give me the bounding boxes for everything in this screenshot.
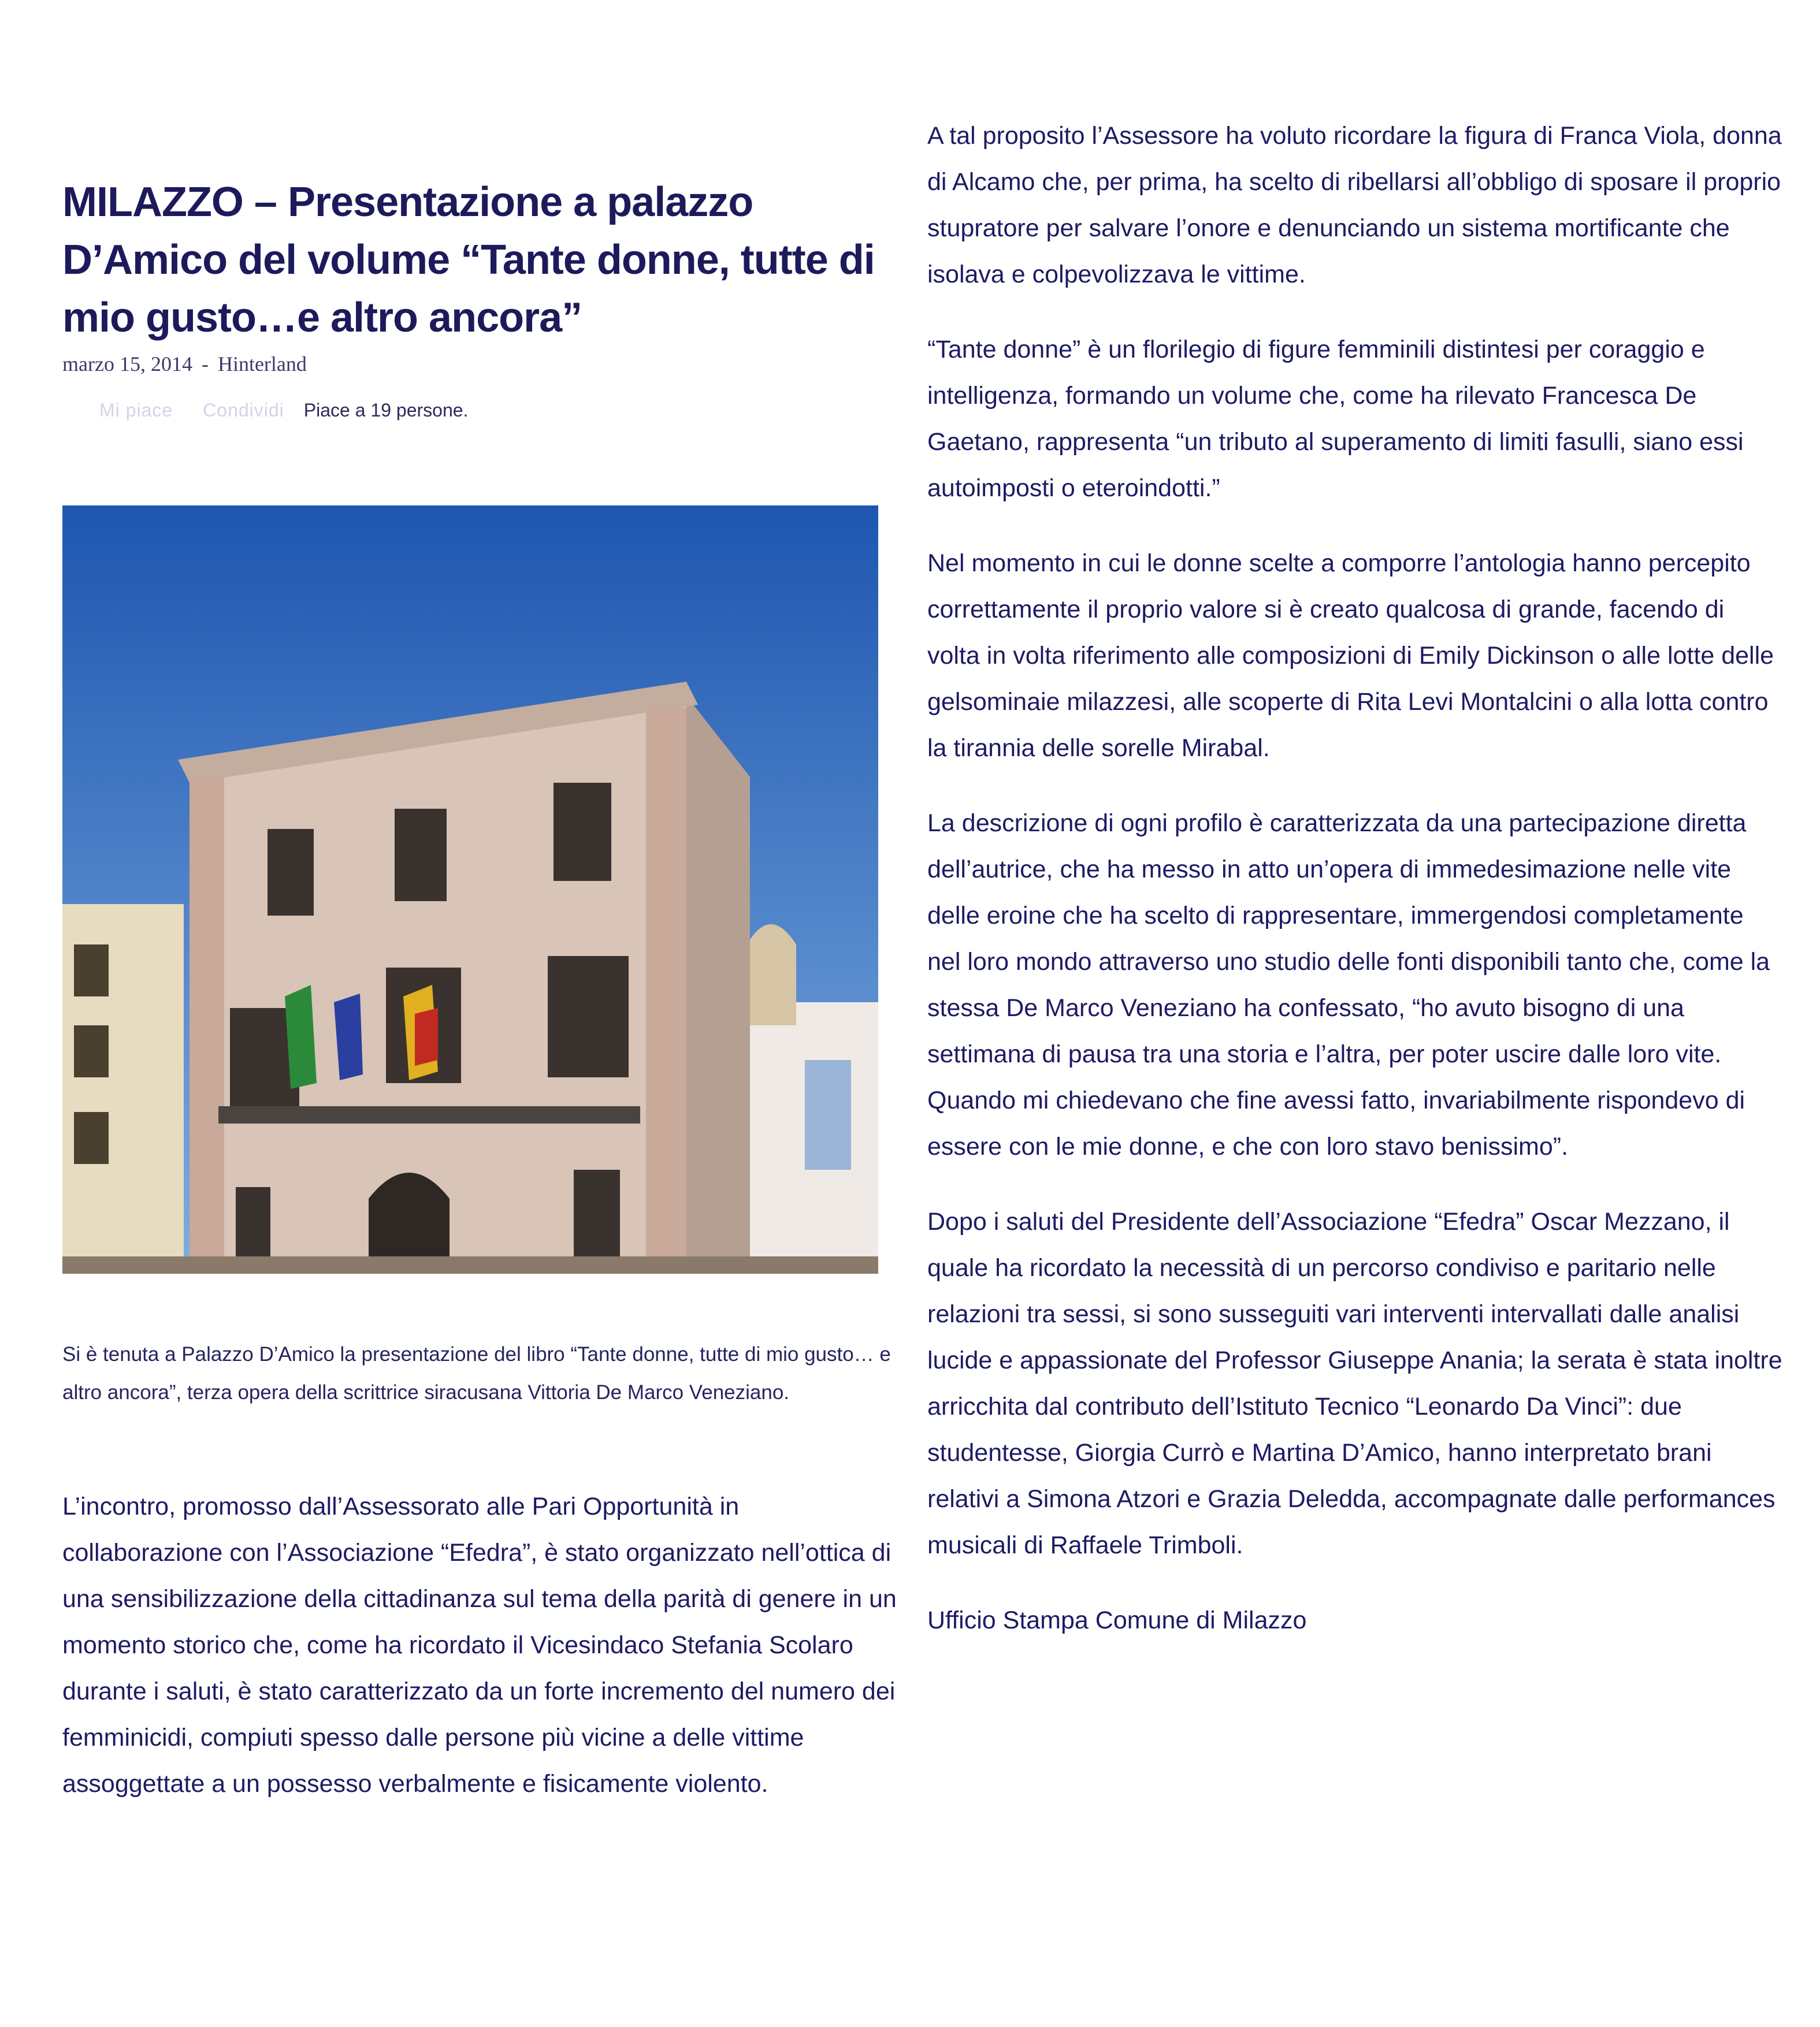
lead-paragraph: [62, 1483, 900, 1807]
body-paragraph: Nel momento in cui le donne scelte a comporre l’antologia hanno percepito correttamente il proprio valore si è creato qualcosa di grande, facendo di volta in volta riferimento alle composizioni di Emily Dickinson o alle lotte delle gelsominaie milazzesi, alle scoperte di Rita Levi Montalcini o alla lotta contro la tirannia delle sorelle Mirabal.: [927, 549, 1774, 762]
body-paragraph: A tal proposito l’Assessore ha voluto ricordare la figura di Franca Viola, donna di Alcamo che, per prima, ha scelto di ribellarsi all’obbligo di sposare il proprio stupratore per salvare l’onore e denunciando un sistema mortificante che isolava e colpevolizzava le vittime.: [927, 122, 1782, 288]
meta-separator: -: [201, 352, 209, 375]
article-title: MILAZZO – Presentazione a palazzo D’Amico del volume “Tante donne, tutte di mio gusto…e altro ancora”: [62, 179, 875, 341]
palazzo-photo: [62, 505, 878, 1274]
caption-text: Si è tenuta a Palazzo D’Amico la presentazione del libro “Tante donne, tutte di mio gusto… e altro ancora”, terza opera della scrittrice siracusana Vittoria De Marco Veneziano.: [62, 1343, 891, 1404]
share-button[interactable]: Condividi: [203, 400, 284, 421]
article-body: [927, 113, 1782, 1672]
article-meta: [62, 351, 894, 377]
article-category[interactable]: Hinterland: [217, 352, 307, 375]
body-paragraph: Dopo i saluti del Presidente dell’Associazione “Efedra” Oscar Mezzano, il quale ha ricordato la necessità di un percorso condiviso e paritario nelle relazioni tra sessi, si sono susseguiti vari interventi intervallati dalle analisi lucide e appassionate del Professor Giuseppe Anania; la serata è stata inoltre arricchita dal contributo dell’Istituto Tecnico “Leonardo Da Vinci”: due studentesse, Giorgia Currò e Martina D’Amico, hanno interpretato brani relativi a Simona Atzori e Grazia Deledda, accompagnate dalle performances musicali di Raffaele Trimboli.: [927, 1208, 1782, 1559]
photo-caption: [62, 1336, 906, 1412]
article-date: marzo 15, 2014: [62, 352, 192, 375]
lead-text: L’incontro, promosso dall’Assessorato alle Pari Opportunità in collaborazione con l’Associazione “Efedra”, è stato organizzato nell’ottica di una sensibilizzazione della cittadinanza sul tema della parità di genere in un momento storico che, come ha ricordato il Vicesindaco Stefania Scolaro durante i saluti, è stato caratterizzato da un forte incremento del numero dei femminicidi, compiuti spesso dalle persone più vicine a delle vittime assoggettate a un possesso verbalmente e fisicamente violento.: [62, 1493, 897, 1798]
body-paragraph: “Tante donne” è un florilegio di figure femminili distintesi per coraggio e intelligenza, formando un volume che, come ha rilevato Francesca De Gaetano, rappresenta “un tributo al superamento di limiti fasulli, siano essi autoimposti o eteroindotti.”: [927, 336, 1744, 502]
like-button[interactable]: Mi piace: [99, 400, 173, 421]
article-header: [62, 173, 894, 422]
social-bar: [62, 399, 894, 422]
body-paragraph: La descrizione di ogni profilo è caratterizzata da una partecipazione diretta dell’autrice, che ha messo in atto un’opera di immedesimazione nelle vite delle eroine che ha scelto di rappresentare, immergendosi completamente nel loro mondo attraverso uno studio delle fonti disponibili tanto che, come la stessa De Marco Veneziano ha confessato, “ho avuto bisogno di una settimana di pausa tra una storia e l’altra, per poter uscire dalle loro vite. Quando mi chiedevano che fine avessi fatto, invariabilmente rispondevo di essere con le mie donne, e che con loro stavo benissimo”.: [927, 809, 1770, 1161]
press-office-signature: Ufficio Stampa Comune di Milazzo: [927, 1606, 1307, 1634]
likes-count: Piace a 19 persone.: [303, 400, 469, 421]
